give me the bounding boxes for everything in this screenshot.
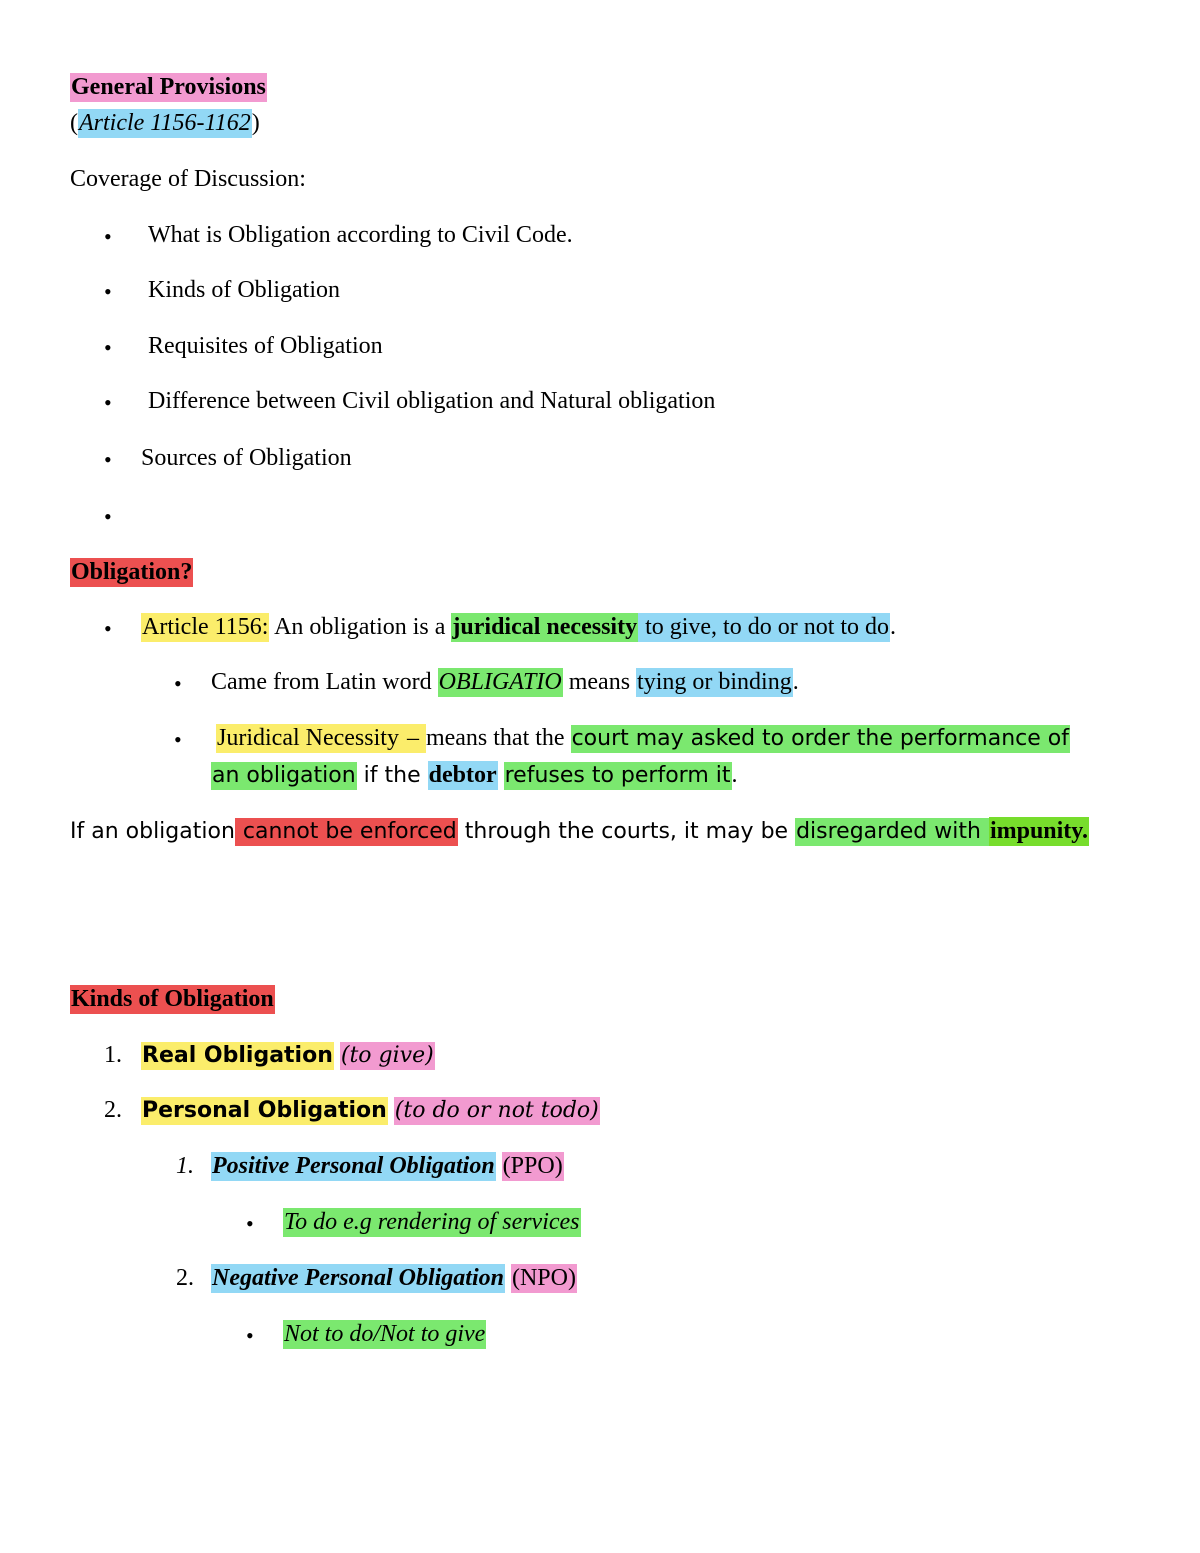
obligation-heading: Obligation? [71, 559, 193, 585]
list-number: 2. [104, 1097, 122, 1123]
bullet-icon: • [104, 447, 112, 472]
bullet-icon: • [246, 1323, 254, 1348]
list-number: 1. [176, 1153, 194, 1179]
bullet-icon: • [246, 1211, 254, 1236]
section-heading-obligation [70, 557, 193, 587]
section-heading-general-provisions [70, 72, 267, 102]
debtor-term: debtor [428, 762, 497, 788]
kind-negative-personal: Negative Personal Obligation (NPO) [212, 1265, 576, 1291]
section-heading-kinds [70, 984, 275, 1014]
coverage-item-3: Requisites of Obligation [148, 333, 383, 359]
juridical-necessity-definition-cont: an obligation if the debtor refuses to perform it. [212, 762, 738, 788]
kind-positive-personal: Positive Personal Obligation (PPO) [212, 1153, 563, 1179]
general-title: General Provisions [71, 74, 266, 100]
positive-example: To do e.g rendering of services [284, 1209, 580, 1235]
coverage-item-1: What is Obligation according to Civil Code. [148, 222, 573, 248]
bullet-icon: • [104, 390, 112, 415]
article-range: (Article 1156-1162) [70, 110, 260, 136]
enforcement-note: If an obligation cannot be enforced through the courts, it may be disregarded with impunity. [70, 818, 1088, 844]
bullet-icon: • [174, 671, 182, 696]
bullet-icon: • [104, 504, 112, 529]
obligation-definition: Article 1156: An obligation is a juridical necessity to give, to do or not to do. [142, 614, 897, 640]
list-number: 2. [176, 1265, 194, 1291]
coverage-label: Coverage of Discussion: [70, 166, 306, 192]
kind-personal: Personal Obligation (to do or not todo) [142, 1098, 599, 1123]
list-number: 1. [104, 1042, 122, 1068]
juridical-necessity-term: juridical necessity [452, 614, 638, 640]
negative-example: Not to do/Not to give [284, 1321, 486, 1347]
bullet-icon: • [104, 279, 112, 304]
juridical-necessity-definition: Juridical Necessity – means that the court may asked to order the performance of [217, 725, 1069, 751]
coverage-item-2: Kinds of Obligation [148, 277, 340, 303]
kind-real: Real Obligation (to give) [142, 1043, 434, 1068]
coverage-item-4: Difference between Civil obligation and Natural obligation [148, 388, 716, 414]
kinds-heading: Kinds of Obligation [71, 986, 274, 1012]
bullet-icon: • [104, 616, 112, 641]
bullet-icon: • [174, 727, 182, 752]
latin-origin: Came from Latin word OBLIGATIO means tying or binding. [211, 669, 799, 695]
coverage-item-5: Sources of Obligation [141, 445, 352, 471]
latin-word: OBLIGATIO [438, 669, 562, 695]
article-range-text: Article 1156-1162 [79, 110, 251, 136]
bullet-icon: • [104, 335, 112, 360]
bullet-icon: • [104, 224, 112, 249]
impunity-term: impunity. [989, 818, 1088, 844]
article-label: Article 1156: [142, 614, 269, 640]
